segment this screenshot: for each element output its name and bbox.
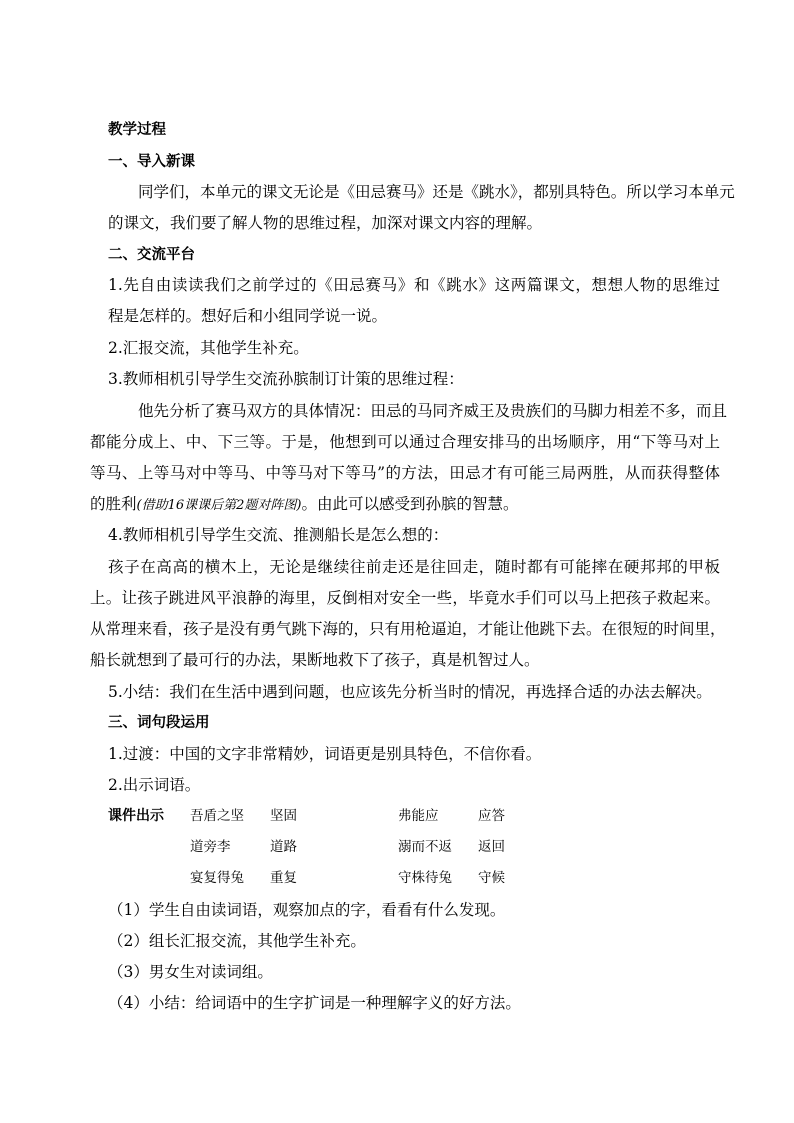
word-cell: 坚固 — [270, 808, 297, 824]
words-subitem-4: （4）小结：给词语中的生字扩词是一种理解字义的好方法。 — [108, 994, 521, 1012]
word-cell: 道路 — [270, 839, 297, 855]
captain-paragraph-line: 从常理来看，孩子是没有勇气跳下海的，只有用枪逼迫，才能让他跳下去。在很短的时间里， — [90, 620, 726, 638]
exchange-item-3: 3.教师相机引导学生交流孙膑制订计策的思维过程： — [108, 370, 464, 388]
section-heading-exchange: 二、交流平台 — [108, 247, 195, 263]
words-item-1: 1.过渡：中国的文字非常精妙，词语更是别具特色，不信你看。 — [108, 745, 542, 763]
captain-paragraph-line: 船长就想到了最可行的办法，果断地救下了孩子，真是机智过人。 — [90, 651, 540, 669]
exchange-item-5: 5.小结：我们在生活中遇到问题，也应该先分析当时的情况，再选择合适的办法去解决。 — [108, 683, 712, 701]
exchange-item-2: 2.汇报交流，其他学生补充。 — [108, 339, 309, 357]
word-cell: 守候 — [478, 870, 505, 886]
sunbin-paragraph-line: 等马、上等马对中等马、中等马对下等马”的方法，田忌才有可能三局两胜，从而获得整体 — [90, 464, 720, 482]
word-cell: 守株待兔 — [398, 870, 452, 886]
sunbin-text: 的胜利 — [90, 495, 137, 513]
intro-paragraph-line: 的课文，我们要了解人物的思维过程，加深对课文内容的理解。 — [108, 214, 543, 232]
words-subitem-3: （3）男女生对读词组。 — [108, 963, 273, 981]
word-cell: 返回 — [478, 839, 505, 855]
sunbin-paragraph-line — [90, 494, 519, 516]
section-heading-words: 三、词句段运用 — [108, 715, 210, 731]
captain-paragraph-line: 上。让孩子跳进风平浪静的海里，反倒相对安全一些，毕竟水手们可以马上把孩子救起来。 — [90, 589, 720, 607]
word-cell: 道旁李 — [190, 839, 231, 855]
sunbin-paragraph-line: 他先分析了赛马双方的具体情况：田忌的马同齐威王及贵族们的马脚力相差不多，而且 — [138, 402, 728, 420]
word-cell: 溺而不返 — [398, 839, 452, 855]
word-cell: 弗能应 — [398, 808, 439, 824]
lesson-title: 教学过程 — [108, 122, 166, 138]
sunbin-text: 。由此可以感受到孙膑的智慧。 — [301, 495, 519, 513]
intro-paragraph-line: 同学们，本单元的课文无论是《田忌赛马》还是《跳水》，都别具特色。所以学习本单元 — [138, 183, 735, 201]
exchange-item-1-line: 1.先自由读读我们之前学过的《田忌赛马》和《跳水》这两篇课文，想想人物的思维过 — [108, 276, 720, 294]
courseware-label: 课件出示 — [108, 808, 164, 824]
sunbin-note: (借助16课课后第2题对阵图) — [136, 498, 302, 513]
words-item-2: 2.出示词语。 — [108, 776, 201, 794]
section-heading-intro: 一、导入新课 — [108, 154, 195, 170]
words-subitem-2: （2）组长汇报交流，其他学生补充。 — [108, 932, 366, 950]
word-cell: 宴复得兔 — [190, 870, 244, 886]
word-cell: 吾盾之坚 — [190, 808, 244, 824]
exchange-item-1-line: 程是怎样的。想好后和小组同学说一说。 — [108, 307, 388, 325]
word-cell: 重复 — [270, 870, 297, 886]
word-cell: 应答 — [478, 808, 505, 824]
captain-paragraph-line: 孩子在高高的横木上，无论是继续往前走还是往回走，随时都有可能摔在硬邦邦的甲板 — [108, 558, 720, 576]
words-subitem-1: （1）学生自由读词语，观察加点的字，看看有什么发现。 — [108, 901, 506, 919]
exchange-item-4: 4.教师相机引导学生交流、推测船长是怎么想的： — [108, 526, 449, 544]
sunbin-paragraph-line: 都能分成上、中、下三等。于是，他想到可以通过合理安排马的出场顺序，用“下等马对上 — [90, 433, 720, 451]
